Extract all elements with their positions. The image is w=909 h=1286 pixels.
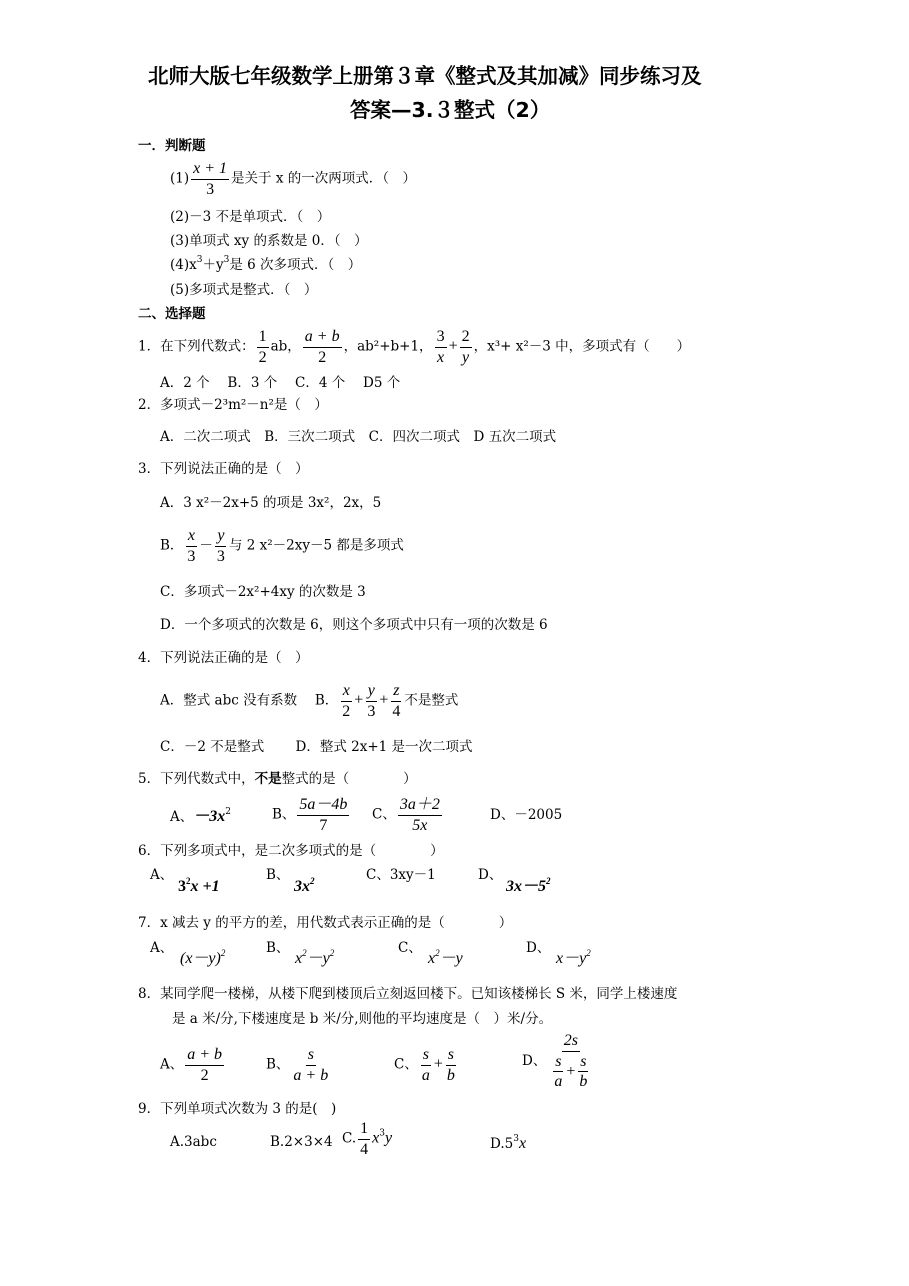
item-text: 是关于 x 的一次两项式．（ ） bbox=[231, 170, 416, 187]
option-label: C、 bbox=[372, 806, 396, 823]
question-9-option-c bbox=[342, 1120, 392, 1158]
judgement-item-2: (2)－3 不是单项式．（ ） bbox=[170, 209, 331, 225]
superscript: 3 bbox=[196, 255, 203, 265]
question-7-option-c bbox=[428, 950, 463, 968]
fraction bbox=[340, 682, 352, 720]
denominator: 5x bbox=[412, 816, 428, 834]
question-7-option-d-label: D、 bbox=[526, 940, 551, 956]
question-9-option-a: A.3abc bbox=[170, 1134, 217, 1150]
text: 与 2 x²－2xy－5 都是多项式 bbox=[228, 537, 404, 554]
question-1-options: A．2 个 B．3 个 C．4 个 D5 个 bbox=[160, 375, 401, 391]
question-4-options-ab bbox=[160, 682, 458, 720]
question-6-stem: 6．下列多项式中，是二次多项式的是（ ） bbox=[138, 843, 444, 859]
option-label: B、 bbox=[266, 1056, 290, 1073]
question-3-option-a: A．3 x²－2x+5 的项是 3x²，2x，5 bbox=[160, 495, 382, 511]
superscript: 3 bbox=[513, 1134, 519, 1144]
judgement-item-5: (5)多项式是整式．（ ） bbox=[170, 282, 318, 298]
numerator: 3a＋2 bbox=[398, 796, 442, 816]
fraction bbox=[257, 328, 269, 366]
expression: －3x bbox=[193, 808, 226, 825]
question-2-stem: 2．多项式－2³m²－n²是（ ） bbox=[138, 397, 328, 413]
superscript: 2 bbox=[220, 948, 226, 958]
text: 3x－5 bbox=[506, 878, 547, 895]
judgement-item-3: (3)单项式 xy 的系数是 0．（ ） bbox=[170, 233, 368, 249]
question-9-option-b: B.2×3×4 bbox=[270, 1134, 333, 1150]
question-3-option-b bbox=[160, 527, 404, 565]
numerator: 2s bbox=[562, 1032, 580, 1052]
question-8-option-a bbox=[160, 1046, 226, 1084]
numerator: a + b bbox=[185, 1046, 224, 1066]
numerator: 2 bbox=[460, 328, 472, 348]
fraction bbox=[420, 1046, 432, 1084]
text: A．整式 abc 没有系数 B． bbox=[160, 692, 339, 709]
fraction bbox=[390, 682, 402, 720]
fraction bbox=[303, 328, 342, 366]
emphasis-text: 不是 bbox=[254, 771, 282, 787]
plus-sign: + bbox=[433, 1055, 443, 1073]
plus-sign: + bbox=[448, 337, 458, 355]
item-label: (1) bbox=[170, 170, 190, 187]
text: ，x³+ x²－3 中，多项式有（ ） bbox=[473, 338, 691, 355]
minus-sign: － bbox=[199, 537, 213, 554]
text: x bbox=[518, 1135, 527, 1152]
numerator: z bbox=[391, 682, 401, 702]
numerator: x bbox=[186, 527, 197, 547]
text: －y bbox=[306, 950, 330, 967]
numerator: s bbox=[578, 1053, 588, 1073]
question-9-option-d bbox=[490, 1135, 526, 1153]
page-title-line1: 北师大版七年级数学上册第３章《整式及其加减》同步练习及 bbox=[148, 64, 702, 88]
fraction bbox=[358, 1120, 370, 1158]
question-6-option-d bbox=[506, 878, 551, 896]
denominator: 4 bbox=[360, 1140, 369, 1158]
question-7-option-a-label: A、 bbox=[150, 940, 174, 956]
text: ，ab²+b+1， bbox=[343, 338, 433, 355]
text: 5．下列代数式中， bbox=[138, 771, 255, 787]
fraction bbox=[435, 328, 447, 366]
denominator: a bbox=[421, 1066, 430, 1084]
numerator: 1 bbox=[358, 1120, 370, 1140]
text: (x－y) bbox=[180, 950, 221, 967]
denominator: 2 bbox=[258, 348, 267, 366]
question-6-option-b-label: B、 bbox=[266, 867, 290, 883]
question-8-stem-line2: 是 a 米/分,下楼速度是 b 米/分,则他的平均速度是（ ）米/分。 bbox=[172, 1011, 553, 1027]
question-5-option-a bbox=[170, 808, 231, 826]
fraction bbox=[215, 527, 227, 565]
section-heading-choice: 二、选择题 bbox=[138, 306, 206, 322]
denominator: 3 bbox=[216, 547, 225, 565]
text: x bbox=[295, 950, 303, 967]
denominator: a + b bbox=[293, 1066, 329, 1084]
numerator: s bbox=[446, 1046, 456, 1066]
page-title-line2: 答案—3.３整式（2） bbox=[350, 98, 551, 122]
complex-fraction bbox=[548, 1032, 593, 1091]
option-label: B． bbox=[160, 537, 184, 554]
superscript: 3 bbox=[223, 255, 230, 265]
numerator: x + 1 bbox=[191, 160, 229, 180]
numerator: y bbox=[366, 682, 377, 702]
question-8-option-d bbox=[522, 1032, 595, 1091]
plus-sign: + bbox=[354, 691, 364, 709]
superscript: 2 bbox=[186, 876, 191, 886]
question-6-option-d-label: D、 bbox=[478, 867, 503, 883]
text: x－y bbox=[556, 950, 587, 967]
judgement-item-4 bbox=[170, 255, 362, 274]
fraction bbox=[185, 527, 197, 565]
fraction bbox=[365, 682, 377, 720]
question-6-option-a-label: A、 bbox=[150, 867, 174, 883]
option-label: B、 bbox=[272, 806, 296, 823]
plus-sign: + bbox=[566, 1062, 576, 1080]
section-heading-judgement: 一．判断题 bbox=[138, 138, 206, 154]
question-2-options: A．二次二项式 B．三次二项式 C．四次二项式 D 五次二项式 bbox=[160, 429, 557, 445]
denominator: 7 bbox=[319, 816, 328, 834]
text: x +1 bbox=[190, 878, 220, 895]
option-label: A、 bbox=[170, 809, 194, 825]
text: (4)x bbox=[170, 257, 197, 273]
question-6-option-b bbox=[294, 878, 315, 896]
text: 1．在下列代数式： bbox=[138, 338, 255, 355]
denominator: y bbox=[462, 348, 470, 366]
superscript: 2 bbox=[225, 807, 231, 817]
question-4-stem: 4．下列说法正确的是（ ） bbox=[138, 650, 309, 666]
superscript: 2 bbox=[310, 876, 315, 886]
text: y bbox=[384, 1129, 393, 1147]
question-6-option-c: C、3xy－1 bbox=[366, 867, 436, 883]
fraction bbox=[445, 1046, 457, 1084]
option-label: C. bbox=[342, 1130, 357, 1147]
text: 3x bbox=[294, 878, 310, 895]
question-3-stem: 3．下列说法正确的是（ ） bbox=[138, 461, 309, 477]
numerator: 3 bbox=[435, 328, 447, 348]
text: ＋y bbox=[202, 257, 224, 273]
text: 不是整式 bbox=[404, 692, 459, 709]
text: －y bbox=[439, 950, 463, 967]
question-7-option-b bbox=[295, 950, 334, 968]
superscript: 2 bbox=[329, 948, 335, 958]
text: ab， bbox=[270, 338, 301, 355]
fraction bbox=[398, 796, 442, 834]
denominator: 2 bbox=[200, 1066, 209, 1084]
denominator: 3 bbox=[187, 547, 196, 565]
denominator: 3 bbox=[367, 702, 376, 720]
question-7-option-d bbox=[556, 950, 591, 968]
question-7-option-a bbox=[180, 950, 225, 968]
superscript: 2 bbox=[546, 876, 551, 886]
numerator: 1 bbox=[257, 328, 269, 348]
plus-sign: + bbox=[379, 691, 389, 709]
question-4-options-cd: C．－2 不是整式 D．整式 2x+1 是一次二项式 bbox=[160, 739, 473, 755]
numerator: y bbox=[215, 527, 226, 547]
option-label: C、 bbox=[394, 1056, 418, 1073]
denominator: 4 bbox=[392, 702, 401, 720]
denominator: 2 bbox=[342, 702, 351, 720]
option-label: D、 bbox=[522, 1052, 547, 1069]
denominator: b bbox=[579, 1073, 588, 1091]
denominator: a bbox=[554, 1073, 563, 1091]
question-9-stem: 9．下列单项式次数为 3 的是( ) bbox=[138, 1101, 337, 1117]
text: 3 bbox=[178, 878, 186, 895]
question-8-stem-line1: 8．某同学爬一楼梯，从楼下爬到楼顶后立刻返回楼下。已知该楼梯长 S 米，同学上楼速度 bbox=[138, 986, 678, 1002]
question-1-stem bbox=[138, 328, 690, 366]
question-3-option-d: D．一个多项式的次数是 6，则这个多项式中只有一项的次数是 6 bbox=[160, 617, 548, 633]
superscript: 2 bbox=[435, 948, 440, 958]
question-7-stem: 7．x 减去 y 的平方的差，用代数式表示正确的是（ ） bbox=[138, 915, 513, 931]
question-7-option-c-label: C、 bbox=[398, 940, 422, 956]
question-5-option-d: D、－2005 bbox=[490, 807, 563, 823]
question-5-stem bbox=[138, 772, 417, 788]
question-8-option-c bbox=[394, 1046, 459, 1084]
question-5-option-c bbox=[372, 796, 444, 834]
fraction bbox=[185, 1046, 224, 1084]
question-7-option-b-label: B、 bbox=[266, 940, 290, 956]
denominator bbox=[548, 1052, 593, 1091]
judgement-item-1 bbox=[170, 160, 416, 198]
question-5-option-b bbox=[272, 796, 351, 834]
numerator: a + b bbox=[303, 328, 342, 348]
fraction bbox=[552, 1053, 564, 1091]
text: x bbox=[428, 950, 436, 967]
numerator: s bbox=[306, 1046, 316, 1066]
denominator: 3 bbox=[206, 180, 215, 198]
superscript: 2 bbox=[586, 948, 591, 958]
question-8-option-b bbox=[266, 1046, 332, 1084]
denominator: b bbox=[446, 1066, 455, 1084]
text: x bbox=[372, 1129, 380, 1147]
superscript: 3 bbox=[379, 1128, 385, 1139]
numerator: x bbox=[341, 682, 352, 702]
option-label: A、 bbox=[160, 1056, 184, 1073]
denominator: x bbox=[437, 348, 445, 366]
fraction bbox=[577, 1053, 589, 1091]
text: 整式的是（ ） bbox=[281, 771, 417, 787]
fraction bbox=[297, 796, 349, 834]
question-3-option-c: C．多项式－2x²+4xy 的次数是 3 bbox=[160, 584, 366, 600]
fraction bbox=[460, 328, 472, 366]
fraction bbox=[191, 160, 229, 198]
question-6-option-a bbox=[178, 878, 220, 896]
text: D.5 bbox=[490, 1136, 514, 1152]
numerator: 5a－4b bbox=[297, 796, 349, 816]
numerator: s bbox=[553, 1053, 563, 1073]
text: 是 6 次多项式．（ ） bbox=[229, 257, 362, 273]
denominator: 2 bbox=[318, 348, 327, 366]
fraction bbox=[291, 1046, 330, 1084]
numerator: s bbox=[421, 1046, 431, 1066]
superscript: 2 bbox=[302, 948, 307, 958]
